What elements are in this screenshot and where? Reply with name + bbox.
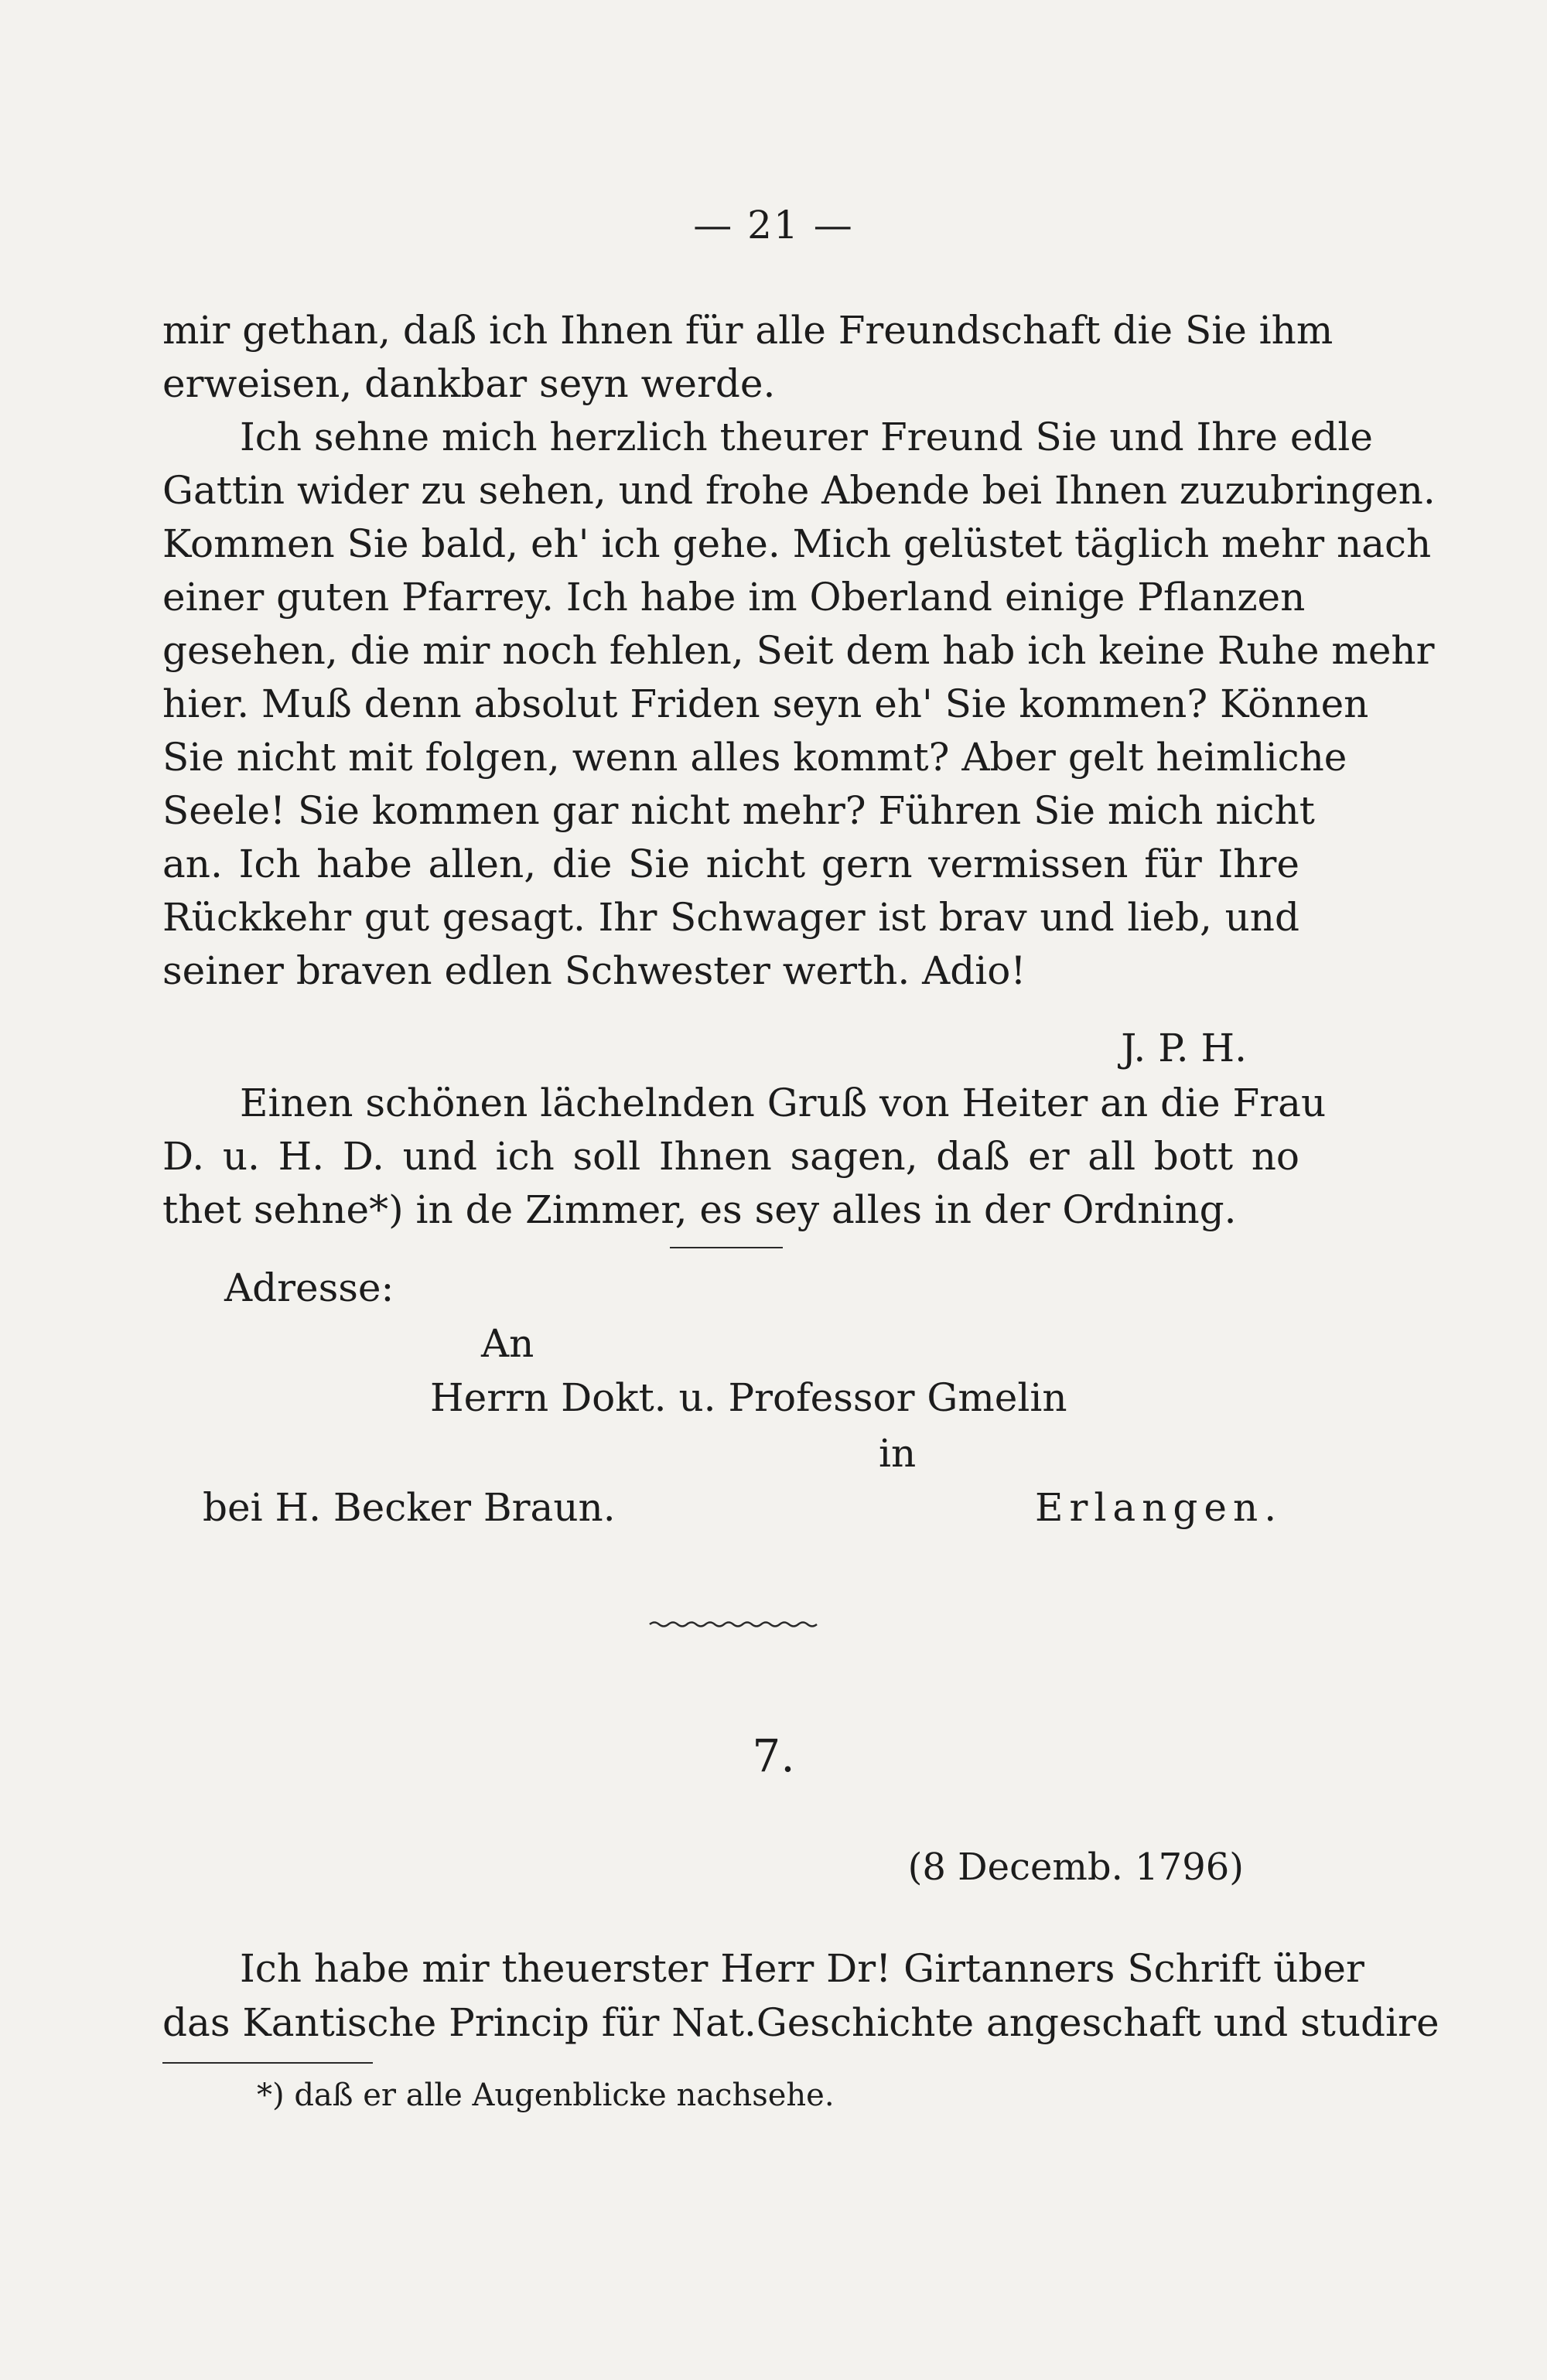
text-line: gesehen, die mir noch fehlen, Seit dem hab ich keine Ruhe mehr — [162, 628, 1435, 673]
address-care-of: bei H. Becker Braun. — [203, 1485, 616, 1530]
signature: J. P. H. — [1121, 1026, 1247, 1070]
text-line: Sie nicht mit folgen, wenn alles kommt? Aber gelt heimliche — [162, 735, 1347, 780]
text-line: einer guten Pfarrey. Ich habe im Oberland einige Pflanzen — [162, 575, 1306, 620]
address-city: Erlangen. — [1035, 1485, 1283, 1530]
address-label: Adresse: — [224, 1265, 394, 1310]
text-line: Einen schönen lächelnden Gruß von Heiter an die Frau — [240, 1081, 1327, 1125]
letter-date: (8 Decemb. 1796) — [907, 1846, 1244, 1889]
letter-number: 7. — [752, 1730, 795, 1782]
text-line: Ich sehne mich herzlich theurer Freund Sie und Ihre edle — [240, 415, 1374, 459]
text-line: Gattin wider zu sehen, und frohe Abende bei Ihnen zuzubringen. — [162, 468, 1436, 513]
text-line: mir gethan, daß ich Ihnen für alle Freundschaft die Sie ihm — [162, 308, 1334, 353]
text-line: hier. Muß denn absolut Friden seyn eh' Sie kommen? Können — [162, 681, 1369, 726]
footnote-rule — [162, 2062, 373, 2064]
address-name: Herrn Dokt. u. Professor Gmelin — [430, 1375, 1067, 1420]
text-line: Rückkehr gut gesagt. Ihr Schwager ist brav und lieb, und — [162, 895, 1299, 940]
address-in: in — [879, 1431, 917, 1476]
text-line: D. u. H. D. und ich soll Ihnen sagen, daß er all bott no — [162, 1134, 1299, 1179]
text-line: an. Ich habe allen, die Sie nicht gern vermissen für Ihre — [162, 842, 1299, 886]
wavy-divider — [648, 1619, 820, 1630]
section-divider — [670, 1247, 783, 1248]
text-line: Seele! Sie kommen gar nicht mehr? Führen Sie mich nicht — [162, 788, 1315, 833]
text-line: erweisen, dankbar seyn werde. — [162, 361, 776, 406]
address-an: An — [481, 1321, 534, 1366]
letter-opening — [162, 1941, 1439, 2050]
text-line: Ich habe mir theuerster Herr Dr! Girtanners Schrift über — [240, 1946, 1364, 1991]
text-line: thet sehne*) in de Zimmer, es sey alles in der Ordning. — [162, 1187, 1237, 1232]
letter-body — [162, 304, 1436, 998]
text-line: seiner braven edlen Schwester werth. Adio! — [162, 948, 1026, 993]
text-line: Kommen Sie bald, eh' ich gehe. Mich gelüstet täglich mehr nach — [162, 521, 1432, 566]
footnote: *) daß er alle Augenblicke nachsehe. — [257, 2078, 835, 2113]
postscript — [162, 1077, 1327, 1237]
page-number: — 21 — — [693, 203, 854, 248]
text-line: das Kantische Princip für Nat.Geschichte angeschaft und studire — [162, 2000, 1439, 2045]
